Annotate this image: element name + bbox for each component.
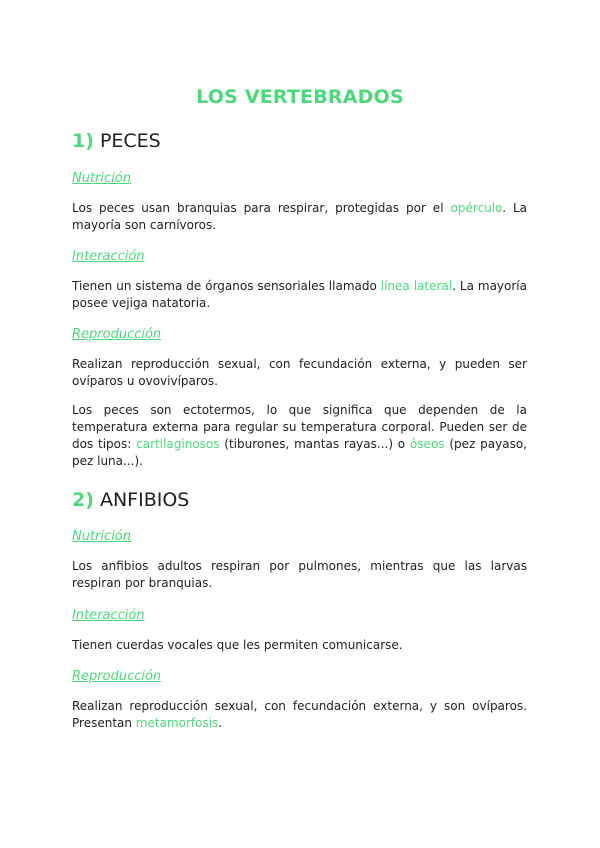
section-number: 2) — [72, 489, 94, 511]
text-run: Realizan reproducción sexual, con fecundación externa, y son ovíparos. Presentan — [72, 699, 527, 730]
text-run: (tiburones, mantas rayas...) o — [219, 437, 410, 451]
term-linea-lateral: línea lateral — [380, 279, 453, 293]
section-name: ANFIBIOS — [99, 489, 190, 511]
paragraph-peces-extra — [72, 402, 527, 470]
paragraph-anfibios-interaccion: Tienen cuerdas vocales que les permiten comunicarse. — [72, 638, 403, 652]
paragraph-peces-interaccion — [72, 278, 527, 312]
subheading-interaccion: Interacción — [72, 608, 145, 623]
text-run: Tienen un sistema de órganos sensoriales llamado — [72, 279, 381, 293]
subheading-nutricion: Nutrición — [72, 171, 131, 186]
text-run: . — [218, 716, 223, 730]
text-run: . La mayoría posee vejiga natatoria. — [72, 279, 527, 310]
section-heading-peces — [72, 130, 161, 152]
text-run: . La mayoría son carnívoros. — [72, 201, 528, 232]
subheading-interaccion: Interacción — [72, 249, 145, 264]
text-run: (pez payaso, pez luna...). — [72, 437, 527, 468]
section-number: 1) — [72, 130, 94, 152]
term-oseos: óseos — [409, 437, 445, 451]
paragraph-anfibios-reproduccion — [72, 698, 527, 732]
section-heading-anfibios — [72, 489, 189, 511]
paragraph-peces-nutricion — [72, 200, 527, 234]
section-name: PECES — [99, 130, 161, 152]
subheading-nutricion: Nutrición — [72, 529, 131, 544]
term-cartilaginosos: cartilaginosos — [136, 437, 220, 451]
term-metamorfosis: metamorfosis — [135, 716, 219, 730]
subheading-reproduccion: Reproducción — [72, 669, 162, 684]
text-run: Los peces son ectotermos, lo que significa que dependen de la temperatura externa para regular su temperatura corporal. Pueden ser de dos tipos: — [72, 403, 527, 451]
subheading-reproduccion: Reproducción — [72, 327, 162, 342]
text-run: Los peces usan branquias para respirar, protegidas por el — [72, 201, 451, 215]
page-title: LOS VERTEBRADOS — [196, 86, 404, 108]
term-operculo: opérculo — [450, 201, 503, 215]
paragraph-anfibios-nutricion: Los anfibios adultos respiran por pulmones, mientras que las larvas respiran por branquias. — [72, 559, 527, 590]
paragraph-peces-reproduccion: Realizan reproducción sexual, con fecundación externa, y pueden ser ovíparos u ovovivíparos. — [72, 357, 527, 388]
